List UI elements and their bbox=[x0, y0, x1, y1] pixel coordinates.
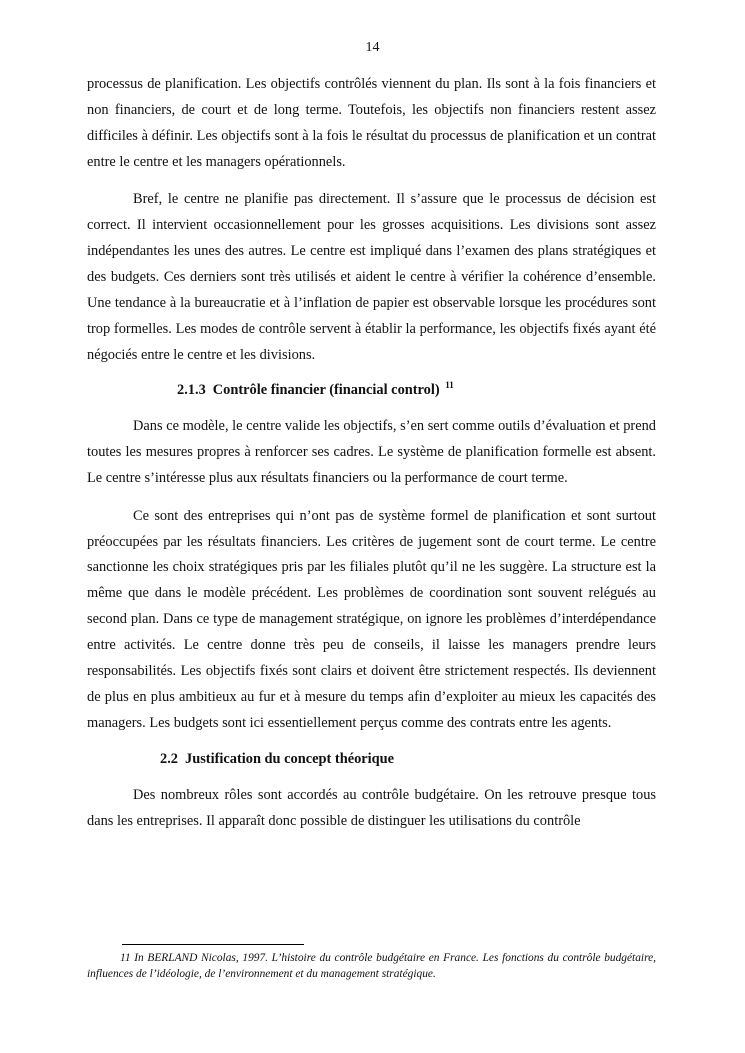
section-title: Justification du concept théorique bbox=[185, 750, 395, 767]
section-number: 2.2 bbox=[160, 750, 178, 767]
section-number: 2.1.3 bbox=[177, 382, 206, 399]
paragraph-planification: processus de planification. Les objectifs contrôlés viennent du plan. Ils sont à la fois financiers et non financiers, de court et de long terme. Toutefois, les objectifs non financiers restent assez difficiles à définir. Les objectifs sont à la fois le résultat du processus de planification et un contrat entre le centre et les managers opérationnels. bbox=[87, 76, 656, 170]
paragraph-modele: Dans ce modèle, le centre valide les objectifs, s’en sert comme outils d’évaluation et prend toutes les mesures propres à renforcer ses cadres. Le système de planification formelle est absent. Le centre s’intéresse plus aux résultats financiers ou la performance de court terme. bbox=[87, 418, 656, 487]
body-text bbox=[87, 72, 656, 834]
section-title: Contrôle financier (financial control) bbox=[212, 382, 440, 399]
footnote-separator bbox=[122, 944, 304, 945]
paragraph-entreprises: Ce sont des entreprises qui n’ont pas de système formel de planification et sont surtout préoccupées par les résultats financiers. Les critères de jugement sont de court terme. Le centre sanctionne les choix stratégiques pris par les filiales plutôt qu’il ne les suggère. La structure est la même que dans le modèle précédent. Les problèmes de coordination sont souvent relégués au second plan. Dans ce type de management stratégique, on ignore les problèmes d’interdépendance entre activités. Le centre donne très peu de conseils, il laisse les managers prendre leurs responsabilités. Les objectifs fixés sont clairs et doivent être strictement respectés. Ils deviennent de plus en plus ambitieux au fur et à mesure du temps afin d’exploiter au mieux les capacités des managers. Les budgets sont ici essentiellement perçus comme des contrats entre les agents. bbox=[87, 507, 656, 731]
footnote: 11 In BERLAND Nicolas, 1997. L’histoire du contrôle budgétaire en France. Les fonctions du contrôle budgétaire, influences de l’idéologie, de l’environnement et du management stratégique. bbox=[87, 952, 656, 980]
section-heading-2-2 bbox=[87, 747, 656, 773]
paragraph-roles: Des nombreux rôles sont accordés au contrôle budgétaire. On les retrouve presque tous dans les entreprises. Il apparaît donc possible de distinguer les utilisations du contrôle bbox=[87, 786, 656, 829]
section-heading-2-1-3 bbox=[87, 378, 656, 404]
footnote-reference[interactable]: 11 bbox=[445, 380, 454, 391]
paragraph-bref: Bref, le centre ne planifie pas directement. Il s’assure que le processus de décision est correct. Il intervient occasionnellement pour les grosses acquisitions. Les divisions sont assez indépendantes les unes des autres. Le centre est impliqué dans l’examen des plans stratégiques et des budgets. Ces derniers sont très utilisés et aident le centre à vérifier la cohérence d’ensemble. Une tendance à la bureaucratie et à l’inflation de papier est observable lorsque les procédures sont trop formelles. Les modes de contrôle servent à établir la performance, les objectifs fixés ayant été négociés entre le centre et les divisions. bbox=[87, 191, 656, 363]
page-number: 14 bbox=[365, 40, 380, 55]
